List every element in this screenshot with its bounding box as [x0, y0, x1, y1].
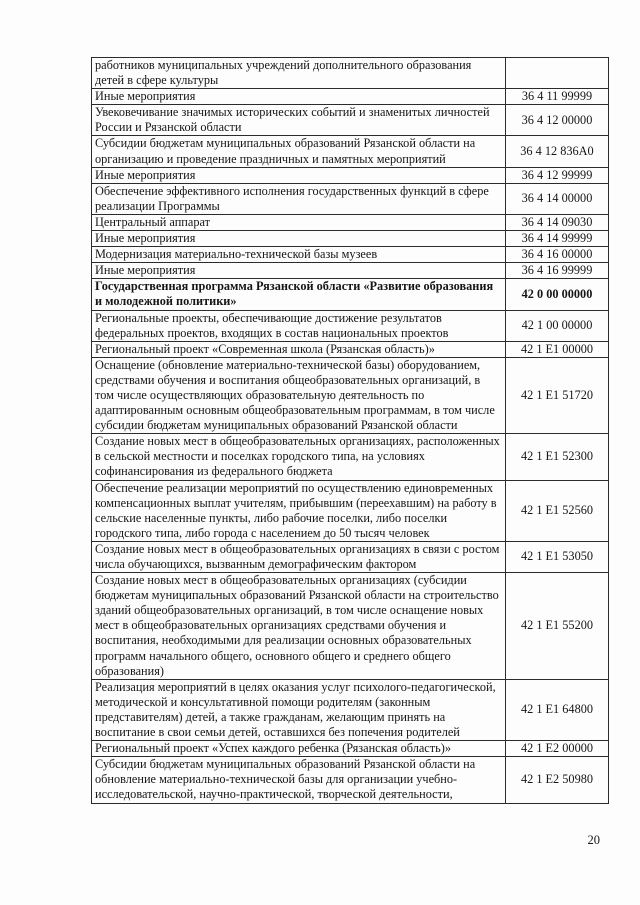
row-description: Иные мероприятия: [92, 89, 506, 105]
row-description: Иные мероприятия: [92, 231, 506, 247]
row-description: Иные мероприятия: [92, 167, 506, 183]
row-description: Создание новых мест в общеобразовательных организациях (субсидии бюджетам муниципальных образований Рязанской области на строительство зданий общеобразовательных организаций, в том числе оснащение новых мест в общеобразовательных организациях средствами обучения и воспитания, необходимыми для реализации основных образовательных программ начального общего, основного общего и среднего общего образования): [92, 573, 506, 680]
row-description: Увековечивание значимых исторических событий и знаменитых личностей России и Рязанской области: [92, 105, 506, 136]
row-code: 42 0 00 00000: [506, 279, 609, 310]
table-row: [92, 89, 609, 105]
row-description: Реализация мероприятий в целях оказания услуг психолого-педагогической, методической и консультативной помощи родителям (законным представителям) детей, а также гражданам, желающим принять на воспитание в свои семьи детей, оставшихся без попечения родителей: [92, 679, 506, 740]
row-code: 36 4 12 836А0: [506, 136, 609, 167]
row-description: работников муниципальных учреждений дополнительного образования детей в сфере культуры: [92, 58, 506, 89]
table-row: [92, 679, 609, 740]
row-description: Создание новых мест в общеобразовательных организациях в связи с ростом числа обучающихся, вызванным демографическим фактором: [92, 541, 506, 572]
row-code: 36 4 14 99999: [506, 231, 609, 247]
row-code: 36 4 11 99999: [506, 89, 609, 105]
row-code: [506, 58, 609, 89]
row-code: 42 1 Е1 52300: [506, 434, 609, 480]
row-code: 36 4 12 99999: [506, 167, 609, 183]
row-description: Оснащение (обновление материально-технической базы) оборудованием, средствами обучения и воспитания общеобразовательных организаций, в том числе осуществляющих образовательную деятельность по адаптированным основным общеобразовательным программам, в том числе субсидии бюджетам муниципальных образований Рязанской области: [92, 357, 506, 433]
table-row: [92, 183, 609, 214]
row-description: Региональный проект «Успех каждого ребенка (Рязанская область)»: [92, 741, 506, 757]
row-description: Региональные проекты, обеспечивающие достижение результатов федеральных проектов, входящих в состав национальных проектов: [92, 310, 506, 341]
table-row: [92, 741, 609, 757]
row-code: 42 1 00 00000: [506, 310, 609, 341]
table-body: [92, 58, 609, 804]
row-code: 42 1 Е1 55200: [506, 573, 609, 680]
row-description: Субсидии бюджетам муниципальных образований Рязанской области на организацию и проведение праздничных и памятных мероприятий: [92, 136, 506, 167]
row-description: Модернизация материально-технической базы музеев: [92, 247, 506, 263]
row-description: Иные мероприятия: [92, 263, 506, 279]
table-row: [92, 279, 609, 310]
row-code: 42 1 Е2 50980: [506, 757, 609, 803]
row-description: Создание новых мест в общеобразовательных организациях, расположенных в сельской местности и поселках городского типа, на условиях софинансирования из федерального бюджета: [92, 434, 506, 480]
table-row: [92, 341, 609, 357]
table-row: [92, 231, 609, 247]
row-code: 36 4 14 09030: [506, 214, 609, 230]
table-row: [92, 214, 609, 230]
table-row: [92, 263, 609, 279]
row-code: 42 1 Е2 00000: [506, 741, 609, 757]
row-code: 36 4 16 99999: [506, 263, 609, 279]
row-code: 42 1 Е1 51720: [506, 357, 609, 433]
row-description: Субсидии бюджетам муниципальных образований Рязанской области на обновление материально-технической базы для организации учебно-исследовательской, научно-практической, творческой деятельности,: [92, 757, 506, 803]
table-row: [92, 573, 609, 680]
row-description: Обеспечение эффективного исполнения государственных функций в сфере реализации Программы: [92, 183, 506, 214]
row-code: 42 1 Е1 52560: [506, 480, 609, 541]
row-code: 36 4 14 00000: [506, 183, 609, 214]
table-row: [92, 757, 609, 803]
row-description: Центральный аппарат: [92, 214, 506, 230]
row-description: Государственная программа Рязанской области «Развитие образования и молодежной политики»: [92, 279, 506, 310]
table-row: [92, 247, 609, 263]
row-description: Обеспечение реализации мероприятий по осуществлению единовременных компенсационных выплат учителям, прибывшим (переехавшим) на работу в сельские населенные пункты, либо рабочие поселки, либо поселки городского типа, либо города с населением до 50 тысяч человек: [92, 480, 506, 541]
table-row: [92, 310, 609, 341]
table-row: [92, 541, 609, 572]
table-row: [92, 480, 609, 541]
page-number: 20: [587, 833, 600, 847]
row-code: 36 4 16 00000: [506, 247, 609, 263]
table-row: [92, 105, 609, 136]
table-row: [92, 357, 609, 433]
table-row: [92, 167, 609, 183]
row-code: 36 4 12 00000: [506, 105, 609, 136]
budget-classification-table: [91, 57, 609, 804]
row-code: 42 1 Е1 53050: [506, 541, 609, 572]
row-code: 42 1 Е1 00000: [506, 341, 609, 357]
row-code: 42 1 Е1 64800: [506, 679, 609, 740]
row-description: Региональный проект «Современная школа (Рязанская область)»: [92, 341, 506, 357]
table-row: [92, 136, 609, 167]
table-row: [92, 58, 609, 89]
table-row: [92, 434, 609, 480]
